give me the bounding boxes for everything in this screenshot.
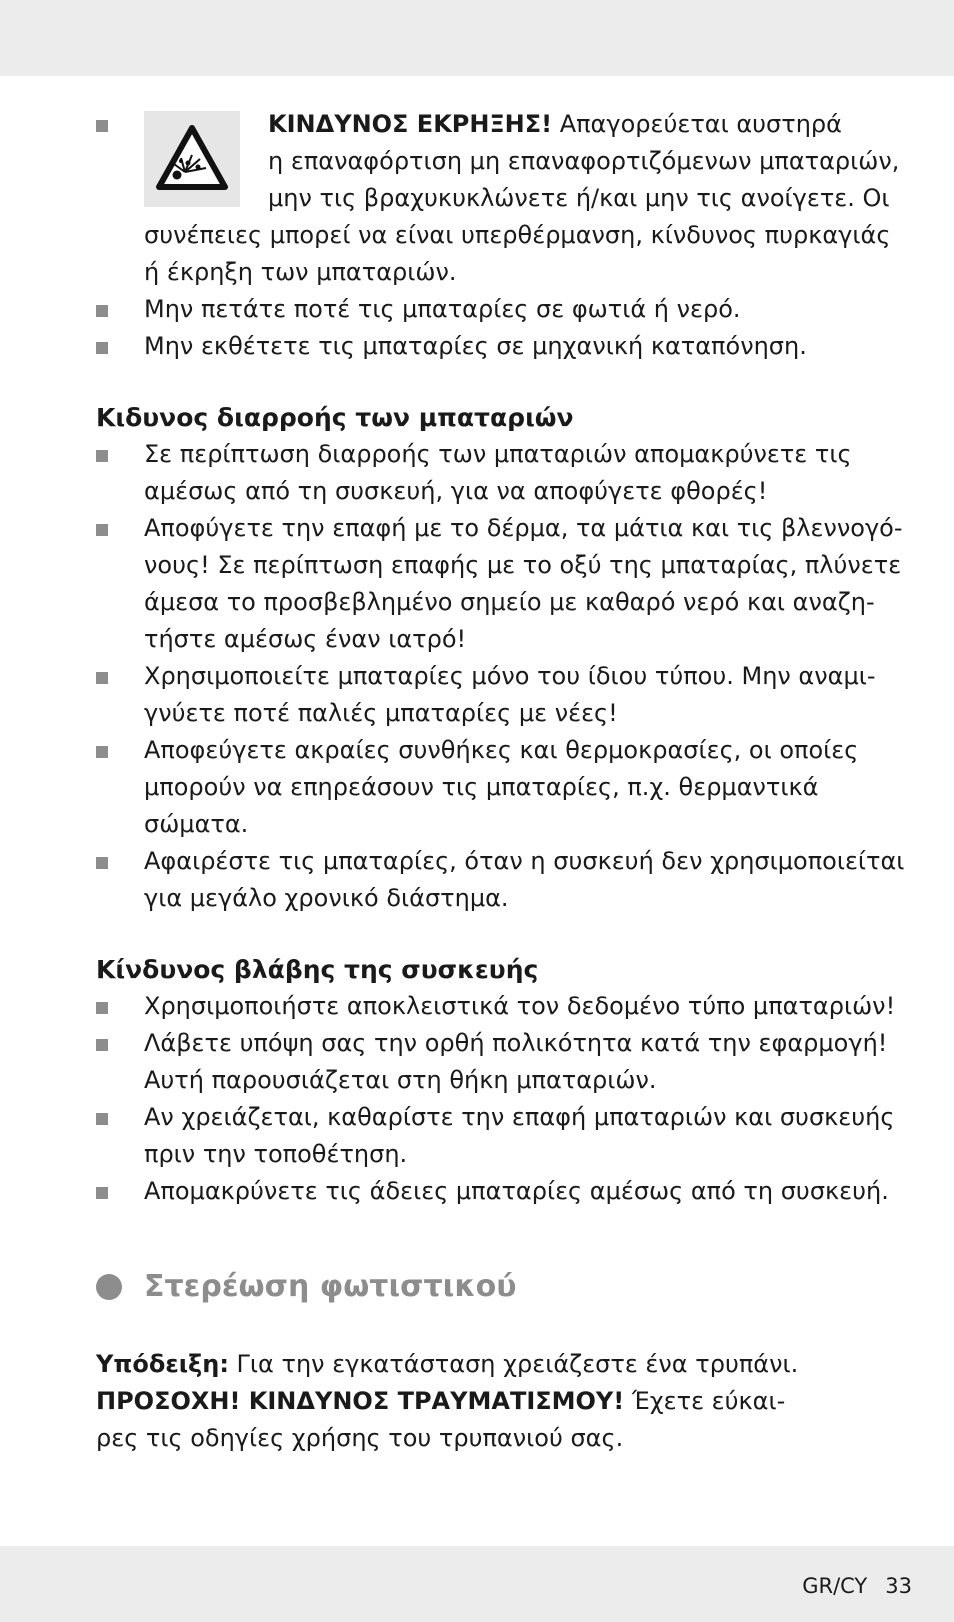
bullet — [96, 1113, 108, 1125]
damage-list — [96, 988, 896, 1210]
note-label: Υπόδειξη: — [96, 1350, 229, 1378]
bullet — [96, 342, 108, 354]
section-heading-damage: Κίνδυνος βλάβης της συσκευής — [96, 955, 539, 984]
page-footer — [802, 1574, 912, 1598]
list-item: Μην εκθέτετε τις μπαταρίες σε μηχανική καταπόνηση. — [96, 328, 866, 365]
list-item: Σε περίπτωση διαρροής των μπαταριών απομακρύνετε τις αμέσως από τη συσκευή, για να αποφύγετε φθορές! — [96, 436, 866, 510]
warning-text: ΚΙΝΔΥΝΟΣ ΕΚΡΗΞΗΣ! Απαγορεύεται αυστηρά η επαναφόρτιση μη επαναφορτιζόμενων μπαταριών, μην τις βραχυκυκλώνετε ή/και μην τις ανοίγετε. Οι — [268, 110, 900, 212]
list-item: Αποφεύγετε ακραίες συνθήκες και θερμοκρασίες, οι οποίες μπορούν να επηρεάσουν τις μπαταρίες, π.χ. θερμαντικά σώματα. — [96, 732, 866, 843]
bullet — [96, 857, 108, 869]
section-bullet-icon — [96, 1274, 122, 1300]
page-number: 33 — [885, 1574, 912, 1598]
section-heading-leak: Κιδυνος διαρροής των μπαταριών — [96, 403, 574, 432]
leak-list — [96, 436, 905, 917]
top-band — [0, 0, 954, 76]
list-item: Λάβετε υπόψη σας την ορθή πολικότητα κατά την εφαρμογή! Αυτή παρουσιάζεται στη θήκη μπαταριών. — [96, 1025, 866, 1099]
list-item: Χρησιμοποιείτε μπαταρίες μόνο του ίδιου τύπου. Μην αναμι- γνύετε ποτέ παλιές μπαταρίες με νέες! — [96, 658, 866, 732]
bullet — [96, 1187, 108, 1199]
list-item: Αφαιρέστε τις μπαταρίες, όταν η συσκευή δεν χρησιμοποιείται για μεγάλο χρονικό διάστημα. — [96, 843, 866, 917]
warning-row — [96, 106, 900, 217]
list-item: Μην πετάτε ποτέ τις μπαταρίες σε φωτιά ή νερό. — [96, 291, 866, 328]
list-item: Απομακρύνετε τις άδειες μπαταρίες αμέσως από τη συσκευή. — [96, 1173, 866, 1210]
bullet — [96, 524, 108, 536]
explosion-warning: ΚΙΝΔΥΝΟΣ ΕΚΡΗΞΗΣ! Απαγορεύεται αυστηρά η επαναφόρτιση μη επαναφορτιζόμενων μπαταριών, μην τις βραχυκυκλώνετε ή/και μην τις ανοίγετε. Οι συνέπειες μπορεί να είναι υπερθέρμανση, κίνδυνος πυρκαγιάς ή έκρηξη των μπαταριών. — [96, 106, 866, 291]
bullet — [96, 746, 108, 758]
explosion-warning-icon — [144, 111, 240, 207]
page-content — [96, 106, 905, 1457]
bullet — [96, 450, 108, 462]
list-item: Χρησιμοποιήστε αποκλειστικά τον δεδομένο τύπο μπαταριών! — [96, 988, 866, 1025]
bullet — [96, 1002, 108, 1014]
list-item: Αν χρειάζεται, καθαρίστε την επαφή μπαταριών και συσκευής πριν την τοποθέτηση. — [96, 1099, 866, 1173]
explosion-heading: ΚΙΝΔΥΝΟΣ ΕΚΡΗΞΗΣ! — [268, 110, 553, 138]
caution-label: ΠΡΟΣΟΧΗ! ΚΙΝΔΥΝΟΣ ΤΡΑΥΜΑΤΙΣΜΟΥ! — [96, 1387, 625, 1415]
bullet — [96, 1039, 108, 1051]
bullet — [96, 305, 108, 317]
footer-region: GR/CY — [802, 1574, 868, 1598]
list-item: Αποφύγετε την επαφή με το δέρμα, τα μάτια και τις βλεννογό- νους! Σε περίπτωση επαφής με το οξύ της μπαταρίας, πλύνετε άμεσα το προσβεβλημένο σημείο με καθαρό νερό και αναζη- τήστε αμέσως έναν ιατρό! — [96, 510, 866, 658]
section-title: Στερέωση φωτιστικού — [96, 1262, 866, 1312]
note-block: Υπόδειξη: Για την εγκατάσταση χρειάζεστε ένα τρυπάνι. ΠΡΟΣΟΧΗ! ΚΙΝΔΥΝΟΣ ΤΡΑΥΜΑΤΙΣΜΟΥ! Έχετε εύκαι- ρες τις οδηγίες χρήσης του τρυπανιού σας. — [96, 1350, 799, 1452]
top-bullets — [96, 291, 866, 365]
bullet — [96, 672, 108, 684]
